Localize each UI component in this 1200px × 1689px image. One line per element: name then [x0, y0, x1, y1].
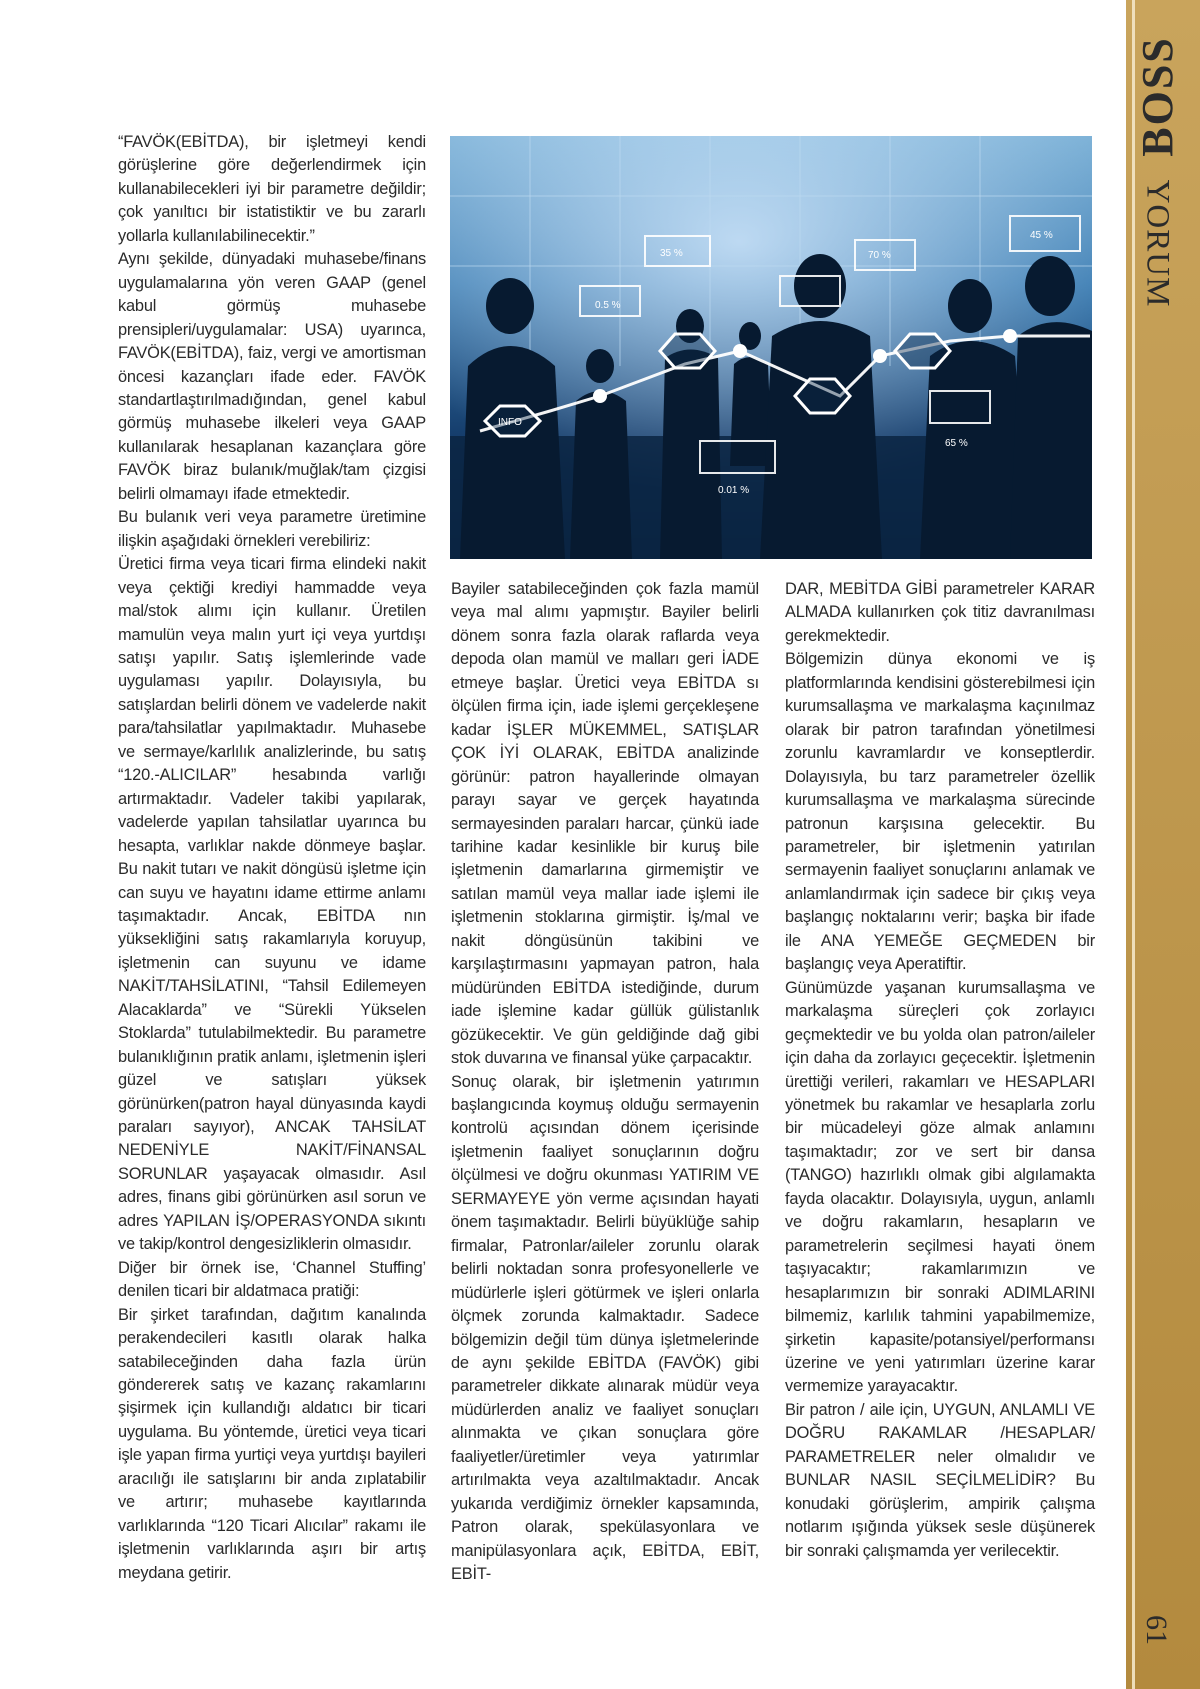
paragraph: Diğer bir örnek ise, ‘Channel Stuffing’ denilen ticari bir aldatmaca pratiği:	[118, 1258, 426, 1301]
article-column-3	[785, 578, 1095, 1563]
photo-label: INFO	[498, 417, 522, 428]
photo-label: 35 %	[660, 248, 683, 259]
paragraph: Bayiler satabileceğinden çok fazla mamül veya mal alımı yapmıştır. Bayiler belirli dönem sonra fazla olarak raflarda veya depoda olan mamül ve malları geri İADE etmeye başlar. Üretici veya EBİTDA sı ölçülen firma için, iade işlemi gerçekleşene kadar İŞLER MÜKEMMEL, SATIŞLAR ÇOK İYİ OLARAK, EBİTDA analizinde görünür: patron hayallerinde olmayan parayı sayar ve gerçek hayatında sermayesinden paraları harcar, çünkü iade tarihine kadar kesinlikle bir kuruş bile işletmenin damarlarına girmemiştir ve satılan mamül veya mallar iade işlemi ile işletmenin stoklarına girmiştir. İş/mal ve nakit döngüsünün takibini ve karşılaştırmasını yapmayan patron, hala müdüründen EBİTDA istediğinde, durum iade işlemine kadar güllük gülistanlık gözükecektir. Ve gün geldiğinde dağ gibi stok duvarına ve finansal yüke çarpacaktır.	[451, 580, 759, 1068]
article-column-1	[118, 131, 426, 1585]
photo-label: 65 %	[945, 438, 968, 449]
photo-label: 70 %	[868, 250, 891, 261]
brand-logo: BOSS	[1132, 35, 1182, 157]
paragraph: Bölgemizin dünya ekonomi ve iş platformlarında kendisini gösterebilmesi için kurumsallaşma ve markalaşma kaçınılmaz olarak bir patron tarafından yönetilmesi zorunlu kavramlardır ve konseptlerdir. Dolayısıyla, bu tarz parametreler özellik kurumsallaşma ve markalaşma sürecinde patronun karşısına gelecektir. Bu parametreler, bir işletmenin yatırılan sermayenin faaliyet sonuçlarını anlamak ve anlamlandırmak için sadece bir çıkış veya başlangıç noktalarını verir; başka bir ifade ile ANA YEMEĞE GEÇMEDEN bir başlangıç veya Aperatiftir.	[785, 650, 1095, 974]
paragraph: Günümüzde yaşanan kurumsallaşma ve markalaşma süreçleri çok zorlayıcı geçmektedir ve bu yolda olan patron/aileler için daha da zorlayıcı geçecektir. İşletmenin ürettiği verileri, rakamları ve HESAPLARI yönetmek bu rakamlar ve hesaplarla zorlu bir mücadeleyi göze almak anlamını taşımaktadır; zor ve sert bir dansa (TANGO) hazırlıklı olmak gibi algılamakta fayda olacaktır. Dolayısıyla, uygun, anlamlı ve doğru rakamların, hesapların ve parametrelerin seçilmesi hayati önem taşıyacaktır; rakamlarımızın ve hesaplarımızın bir sonraki ADIMLARINI bilmemiz, karlılık tahmini yapabilmemize, şirketin kapasite/potansiyel/performansı üzerine ve yeni yatırımları üzerine karar vermemize yarayacaktır.	[785, 978, 1095, 1396]
photo-label: 0.01 %	[718, 485, 750, 496]
article-column-2	[451, 578, 759, 1586]
paragraph: Üretici firma veya ticari firma elindeki nakit veya çektiği krediyi hammadde veya mal/stok alımı için kullanır. Üretilen mamulün veya malın yurt içi veya yurtdışı satışı yapılır. Satış işlemlerinde vade uygulaması yapılır. Dolayısıyla, bu satışlardan belirli dönem ve vadelerde nakit para/tahsilatlar yapılmaktadır. Muhasebe ve sermaye/karlılık analizlerinde, bu satış “120.-ALICILAR” hesabında varlığı artırmaktadır. Vadeler takibi yapılarak, vadelerde yapılan tahsilatlar uyarınca bu hesapta, varlıklar nakde dönmeye başlar. Bu nakit tutarı ve nakit döngüsü işletme için can suyu ve hayatını idame ettirme anlamı taşımaktadır. Ancak, EBİTDA nın yüksekliğini satış rakamlarıyla koruyup, işletmenin can suyunu ve idame NAKİT/TAHSİLATINI, “Tahsil Edilemeyen Alacaklarda” ve “Sürekli Yükselen Stoklarda” tutulabilmektedir. Bu parametre bulanıklığının pratik anlamı, işletmenin işleri güzel ve satışları yüksek görünürken(patron hayal dünyasında kaydi paraları sayıyor), ANCAK TAHSİLAT NEDENİYLE NAKİT/FİNANSAL SORUNLAR yaşayacak olmasıdır. Asıl adres, finans gibi görünürken asıl sorun ve adres YAPILAN İŞ/OPERASYONDA sıkıntı ve takip/kontrol dengesizliklerin olmasıdır.	[118, 555, 426, 1254]
photo-illustration	[450, 136, 1092, 559]
paragraph: Bu bulanık veri veya parametre üretimine ilişkin aşağıdaki örnekleri verebiliriz:	[118, 508, 426, 550]
photo-label: 0.5 %	[595, 300, 621, 311]
paragraph: Bir patron / aile için, UYGUN, ANLAMLI VE DOĞRU RAKAMLAR /HESAPLAR/ PARAMETRELER neler olmalıdır ve BUNLAR NASIL SEÇİLMELİDİR? Bu konudaki görüşlerim, ampirik çalışma notlarım ışığında yüksek sesle düşünerek bir sonraki çalışmamda yer verilecektir.	[785, 1400, 1095, 1560]
paragraph: “FAVÖK(EBİTDA), bir işletmeyi kendi görüşlerine göre değerlendirmek için kullanabilecekleri iyi bir parametre değildir; çok yanıltıcı bir istatistiktir ve bu zararlı yollarla kullanılabilinecektir.”	[118, 133, 426, 245]
paragraph: Sonuç olarak, bir işletmenin yatırımın başlangıcında koymuş olduğu sermayenin kontrolü açısından dönem içerisinde işletmenin faaliyet sonuçlarının doğru ölçülmesi ve doğru okunması YATIRIM VE SERMAYEYE yön verme açısından hayati önem taşımaktadır. Belirli büyüklüğe sahip firmalar, Patronlar/aileler zorunlu olarak belirli noktadan sonra profesyonellerle ve müdürlerle işleri götürmek ve işleri onlarla ölçmek zorunda kalmaktadır. Sadece bölgemizin değil tüm dünya işletmelerinde de aynı şekilde EBİTDA (FAVÖK) gibi parametreler dikkate alınarak müdür veya müdürlerden analiz ve faaliyet sonuçları alınmakta ve çıkan sonuçlara göre faaliyetler/üretimler veya yatırımlar artırılmakta veya azaltılmaktadır. Ancak yukarıda verdiğimiz örnekler kapsamında, Patron olarak, spekülasyonlara ve manipülasyonlara açık, EBİTDA, EBİT, EBİT-	[451, 1072, 759, 1584]
paragraph: Bir şirket tarafından, dağıtım kanalında perakendecileri kasıtlı olarak halka satabileceğinden daha fazla ürün göndererek satış ve kazanç rakamlarını şişirmek için kullandığı aldatıcı bir ticari uygulama. Bu yöntemde, üretici veya ticari işle yapan firma yurtiçi veya yurtdışı bayileri aracılığı ile satışlarını bir anda zıplatabilir ve artırır; muhasebe kayıtlarında varlıklarında “120 Ticari Alıcılar” rakamı ile işletmenin varlıklarında aşırı bir artış meydana getirir.	[118, 1305, 426, 1582]
page-number: 61	[1140, 1615, 1173, 1645]
photo-label: 45 %	[1030, 230, 1053, 241]
business-meeting-photo	[450, 136, 1092, 559]
section-label: YORUM	[1139, 179, 1176, 308]
paragraph: Aynı şekilde, dünyadaki muhasebe/finans uygulamalarına yön veren GAAP (genel kabul görmüş muhasebe prensipleri/uygulamalar: USA) uyarınca, FAVÖK(EBİTDA), faiz, vergi ve amortisman öncesi kazançları ifade eder. FAVÖK standartlaştırılmadığından, genel kabul görmüş muhasebe ilkeleri veya GAAP kullanılarak hesaplanan kazançlara göre FAVÖK biraz bulanık/muğlak/tam çizgisi belirli olmamayı ifade etmektedir.	[118, 250, 426, 503]
paragraph: DAR, MEBİTDA GİBİ parametreler KARAR ALMADA kullanırken çok titiz davranılması gerekmektedir.	[785, 580, 1095, 645]
